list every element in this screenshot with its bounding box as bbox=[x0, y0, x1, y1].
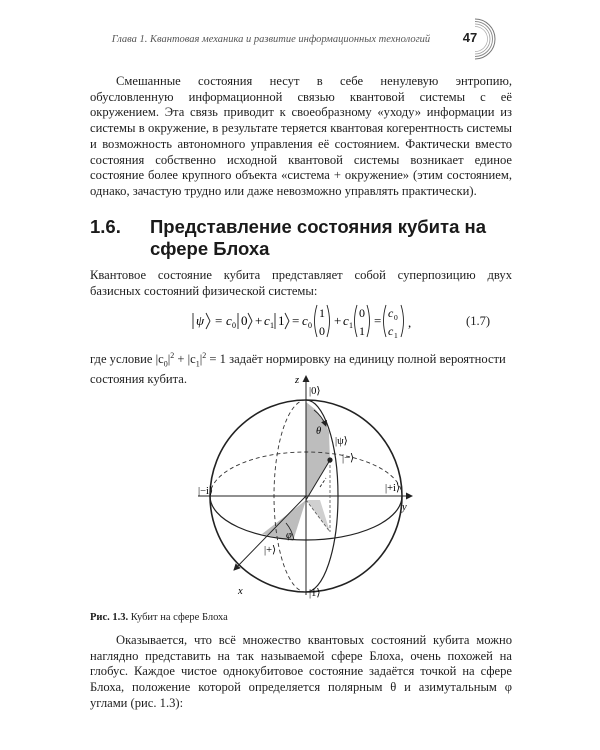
svg-text:c: c bbox=[343, 313, 349, 328]
axis-z-label: z bbox=[295, 375, 300, 386]
psi-point bbox=[327, 457, 332, 462]
axis-y-label: y bbox=[402, 502, 407, 513]
eq-c0: c bbox=[226, 313, 232, 328]
svg-text:0: 0 bbox=[319, 324, 325, 338]
svg-text:0: 0 bbox=[359, 306, 365, 320]
minus-label: |−⟩ bbox=[342, 453, 355, 464]
svg-text:1: 1 bbox=[359, 324, 365, 338]
svg-text:1: 1 bbox=[349, 321, 353, 330]
svg-text:1: 1 bbox=[278, 313, 285, 328]
theta-label: θ bbox=[316, 426, 322, 437]
paragraph-bloch-sphere: Оказывается, что всё множество квантовых состояний кубита можно наглядно представить на так называемой сфере Блоха, очень похожей на глобус. Каждое чистое однокубитовое состояние задаётся точкой на сфере Блоха, положение которой определяется полярным θ и азимутальным φ углами (рис. 1.3): bbox=[90, 633, 512, 710]
ket1-label: |1⟩ bbox=[309, 588, 321, 599]
svg-text:=: = bbox=[215, 313, 223, 328]
svg-text:=: = bbox=[292, 313, 300, 328]
phi-label: φ bbox=[286, 530, 292, 541]
page-number: 47 bbox=[462, 30, 478, 45]
svg-text:1: 1 bbox=[319, 306, 325, 320]
bloch-sphere-figure bbox=[180, 370, 420, 605]
svg-text:c: c bbox=[302, 313, 308, 328]
paragraph-normalization: где условие $|c_0|^2 + |c_1|^2 = 1$ задаёт нормировку на единицу полной вероятности состояния кубита. bbox=[90, 351, 506, 387]
section-title: Представление состояния кубита на сфере Блоха bbox=[150, 216, 487, 259]
running-head: Глава 1. Квантовая механика и развитие информационных технологий bbox=[111, 34, 431, 45]
section-number: 1.6. bbox=[90, 216, 121, 237]
plus-i-label: |+i⟩ bbox=[385, 483, 401, 494]
svg-text:c: c bbox=[388, 324, 394, 338]
svg-text:1: 1 bbox=[394, 331, 398, 340]
eq-c1: c bbox=[264, 313, 270, 328]
theta-sector bbox=[306, 402, 330, 500]
axis-x-label: x bbox=[238, 586, 243, 597]
svg-text:0: 0 bbox=[232, 321, 236, 330]
ket0-label: |0⟩ bbox=[309, 386, 321, 397]
plus-label: |+⟩ bbox=[264, 545, 277, 556]
minus-i-label: |−i⟩ bbox=[198, 486, 214, 497]
paragraph-superposition: Квантовое состояние кубита представляет собой суперпозицию двух базисных состояний физической системы: bbox=[90, 268, 512, 298]
svg-text:+: + bbox=[334, 313, 342, 328]
svg-text:+: + bbox=[255, 313, 263, 328]
svg-text:=: = bbox=[374, 313, 382, 328]
figure-caption: Рис. 1.3. Кубит на сфере Блоха bbox=[90, 612, 228, 623]
equation-number: (1.7) bbox=[466, 314, 491, 328]
svg-text:0: 0 bbox=[394, 313, 398, 322]
psi-label: |ψ⟩ bbox=[335, 436, 348, 447]
svg-text:0: 0 bbox=[241, 313, 248, 328]
svg-text:0: 0 bbox=[308, 321, 312, 330]
svg-text:,: , bbox=[408, 315, 412, 330]
svg-text:1: 1 bbox=[270, 321, 274, 330]
svg-text:c: c bbox=[388, 306, 394, 320]
eq-psi: ψ bbox=[196, 313, 205, 328]
equation-superposition bbox=[190, 301, 420, 343]
paragraph-mixed-states: Смешанные состояния несут в себе ненулевую энтропию, обусловленную информационной связью квантовой системы с её окружением. Эта связь приводит к своеобразному «уходу» информации из системы в окружение, в результате теряется квантовая когерентность системы и возможность автономного управления её состоянием. Фактически вместо состояния собственно исходной квантовой системы возникает единое состояние более крупного объекта «система + окружение» (этим состоянием, однако, зачастую трудно или даже невозможно управлять практически). bbox=[90, 74, 512, 198]
